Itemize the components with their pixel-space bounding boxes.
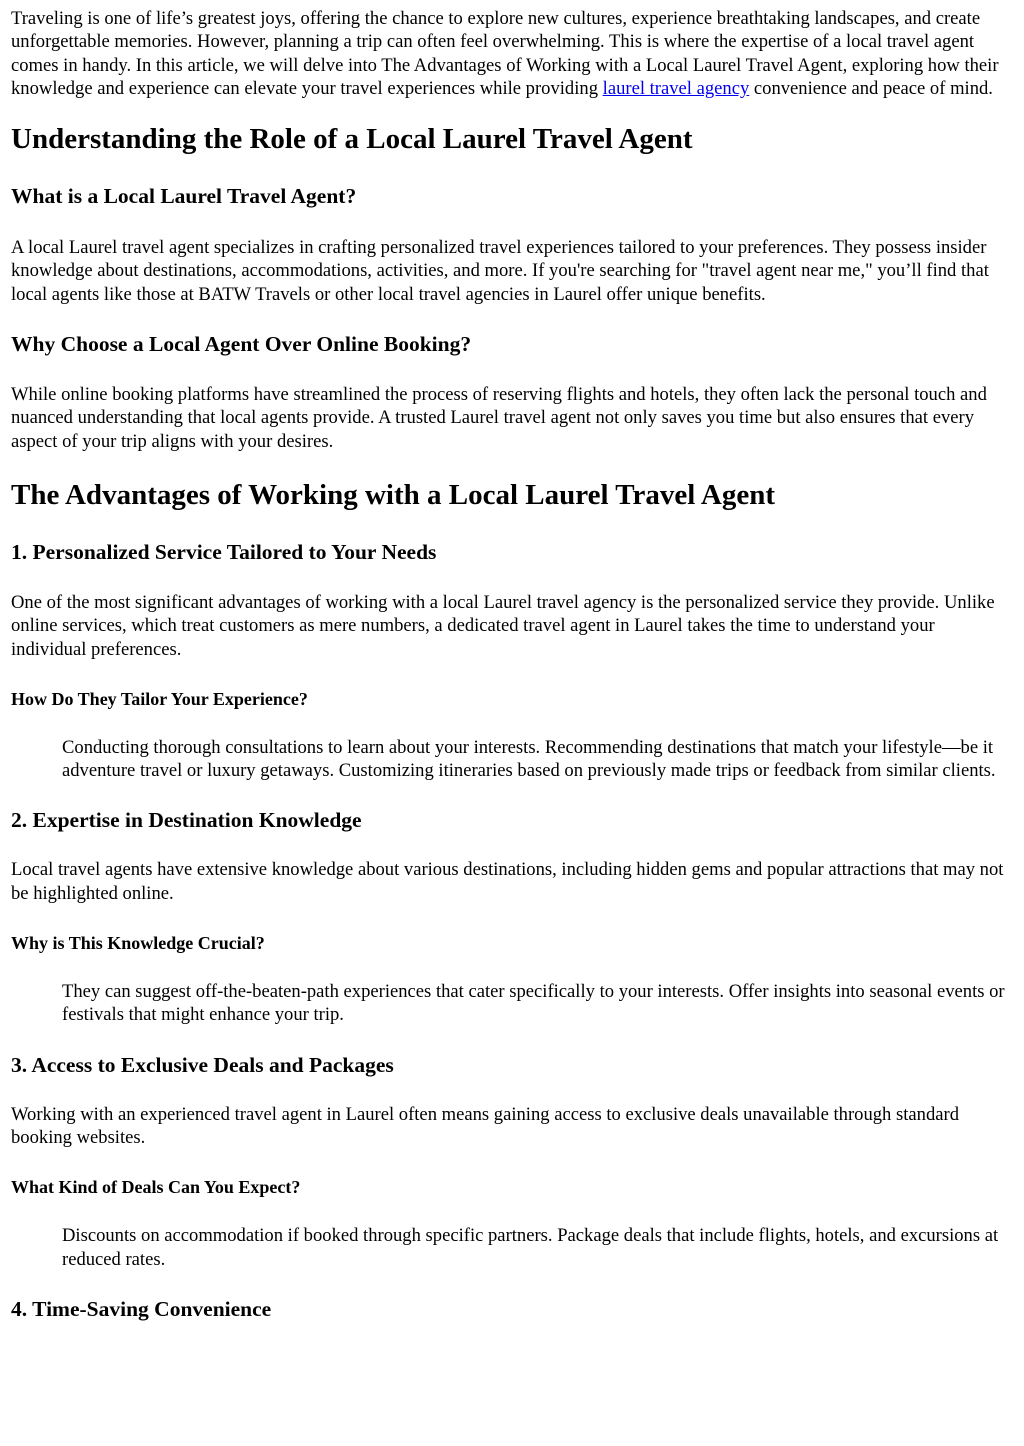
subheading-kind-of-deals: What Kind of Deals Can You Expect?	[11, 1177, 301, 1198]
intro-paragraph	[11, 7, 1013, 100]
intro-text-before-link: Traveling is one of life’s greatest joys, offering the chance to explore new cultures, experience breathtaking landscapes, and create unforgettable memories. However, planning a trip can often feel overwhelming. This is where the expertise of a local travel agent comes in handy. In this article, we will delve into The Advantages of Working with a Local Laurel Travel Agent, exploring how their knowledge and experience can elevate your travel experiences while providing	[11, 8, 999, 99]
paragraph-exclusive-deals: Working with an experienced travel agent in Laurel often means gaining access to exclusive deals unavailable through standard booking websites.	[11, 1103, 959, 1148]
heading-why-local-agent: Why Choose a Local Agent Over Online Booking?	[11, 332, 472, 357]
laurel-travel-agency-link[interactable]: laurel travel agency	[602, 77, 750, 99]
paragraph-why-local-agent: While online booking platforms have streamlined the process of reserving flights and hotels, they often lack the personal touch and nuanced understanding that local agents provide. A trusted Laurel travel agent not only saves you time but also ensures that every aspect of your trip aligns with your desires.	[11, 384, 987, 452]
heading-role-of-agent: Understanding the Role of a Local Laurel Travel Agent	[11, 123, 693, 156]
heading-personalized-service: 1. Personalized Service Tailored to Your Needs	[11, 539, 437, 564]
blockquote-kind-of-deals: Discounts on accommodation if booked through specific partners. Package deals that include flights, hotels, and excursions at reduced rates.	[62, 1225, 999, 1270]
heading-exclusive-deals: 3. Access to Exclusive Deals and Packages	[11, 1052, 394, 1077]
paragraph-what-is-agent: A local Laurel travel agent specializes in crafting personalized travel experiences tailored to your preferences. They possess insider knowledge about destinations, accommodations, activities, and more. If you're searching for "travel agent near me," you’ll find that local agents like those at BATW Travels or other local travel agencies in Laurel offer unique benefits.	[11, 237, 989, 305]
heading-advantages: The Advantages of Working with a Local Laurel Travel Agent	[11, 478, 775, 511]
heading-what-is-agent: What is a Local Laurel Travel Agent?	[11, 184, 357, 209]
paragraph-personalized-service: One of the most significant advantages of working with a local Laurel travel agency is the personalized service they provide. Unlike online services, which treat customers as mere numbers, a dedicated travel agent in Laurel takes the time to understand your individual preferences.	[11, 591, 995, 660]
intro-text-after-link: convenience and peace of mind.	[749, 77, 993, 99]
subheading-tailor-experience: How Do They Tailor Your Experience?	[11, 688, 308, 709]
heading-time-saving: 4. Time-Saving Convenience	[11, 1296, 272, 1321]
subheading-knowledge-crucial: Why is This Knowledge Crucial?	[11, 933, 265, 954]
paragraph-destination-knowledge: Local travel agents have extensive knowledge about various destinations, including hidden gems and popular attractions that may not be highlighted online.	[11, 859, 1004, 904]
blockquote-tailor-experience: Conducting thorough consultations to learn about your interests. Recommending destinations that match your lifestyle—be it adventure travel or luxury getaways. Customizing itineraries based on previously made trips or feedback from similar clients.	[62, 736, 996, 782]
blockquote-knowledge-crucial: They can suggest off-the-beaten-path experiences that cater specifically to your interests. Offer insights into seasonal events or festivals that might enhance your trip.	[62, 981, 1005, 1026]
heading-destination-knowledge: 2. Expertise in Destination Knowledge	[11, 808, 362, 833]
